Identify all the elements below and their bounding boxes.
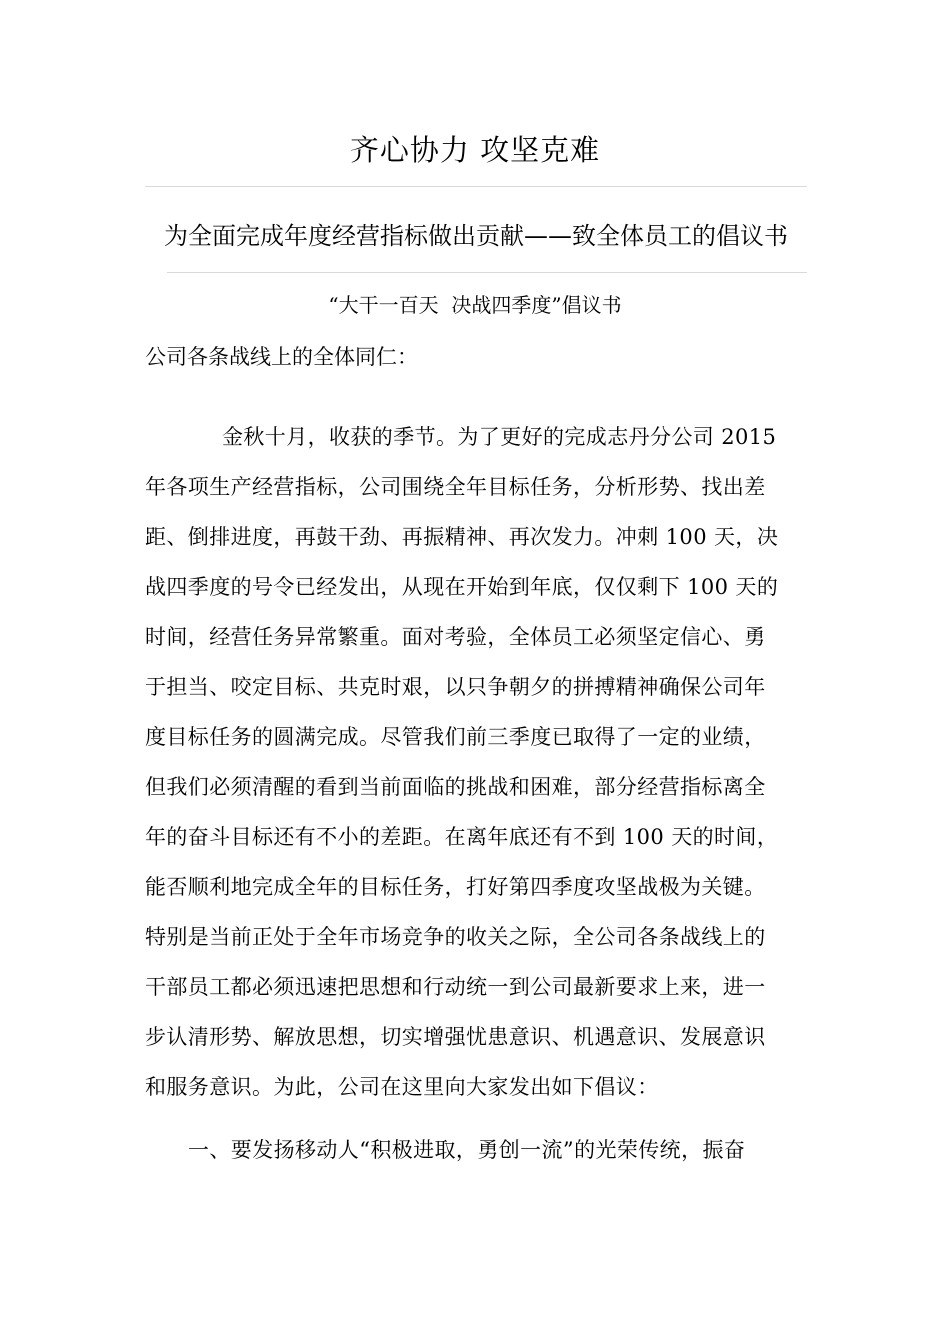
body-line: 特别是当前正处于全年市场竞争的收关之际，全公司各条战线上的: [145, 925, 766, 949]
body-line: 战四季度的号令已经发出，从现在开始到年底，仅仅剩下 100 天的: [145, 575, 779, 599]
body-line: 距、倒排进度，再鼓干劲、再振精神、再次发力。冲刺 100 天，决: [145, 525, 779, 549]
body-paragraph: [145, 412, 807, 1112]
body-line: 时间，经营任务异常繁重。面对考验，全体员工必须坚定信心、勇: [145, 625, 766, 649]
body-line: 能否顺利地完成全年的目标任务，打好第四季度攻坚战极为关键。: [145, 875, 766, 899]
main-title: 齐心协力 攻坚克难: [349, 133, 601, 167]
body-line: 金秋十月，收获的季节。为了更好的完成志丹分公司 2015: [222, 425, 777, 449]
proposal-item-one: 一、要发扬移动人“积极进取，勇创一流”的光荣传统，振奋: [188, 1138, 746, 1162]
sub-title: 为全面完成年度经营指标做出贡献——致全体员工的倡议书: [164, 222, 788, 250]
body-line: 和服务意识。为此，公司在这里向大家发出如下倡议：: [145, 1075, 659, 1099]
body-line: 但我们必须清醒的看到当前面临的挑战和困难，部分经营指标离全: [145, 775, 766, 799]
body-line: 于担当、咬定目标、共克时艰，以只争朝夕的拼搏精神确保公司年: [145, 675, 766, 699]
body-line: 干部员工都必须迅速把思想和行动统一到公司最新要求上来，进一: [145, 975, 766, 999]
body-line: 年各项生产经营指标，公司围绕全年目标任务，分析形势、找出差: [145, 475, 766, 499]
title-divider: [145, 186, 807, 187]
proposal-title: “大干一百天 决战四季度”倡议书: [328, 293, 622, 317]
salutation: 公司各条战线上的全体同仁：: [145, 345, 418, 369]
body-line: 步认清形势、解放思想，切实增强忧患意识、机遇意识、发展意识: [145, 1025, 766, 1049]
body-line: 度目标任务的圆满完成。尽管我们前三季度已取得了一定的业绩，: [145, 725, 766, 749]
subtitle-divider: [167, 272, 807, 273]
body-line: 年的奋斗目标还有不小的差距。在离年底还有不到 100 天的时间，: [145, 825, 779, 849]
